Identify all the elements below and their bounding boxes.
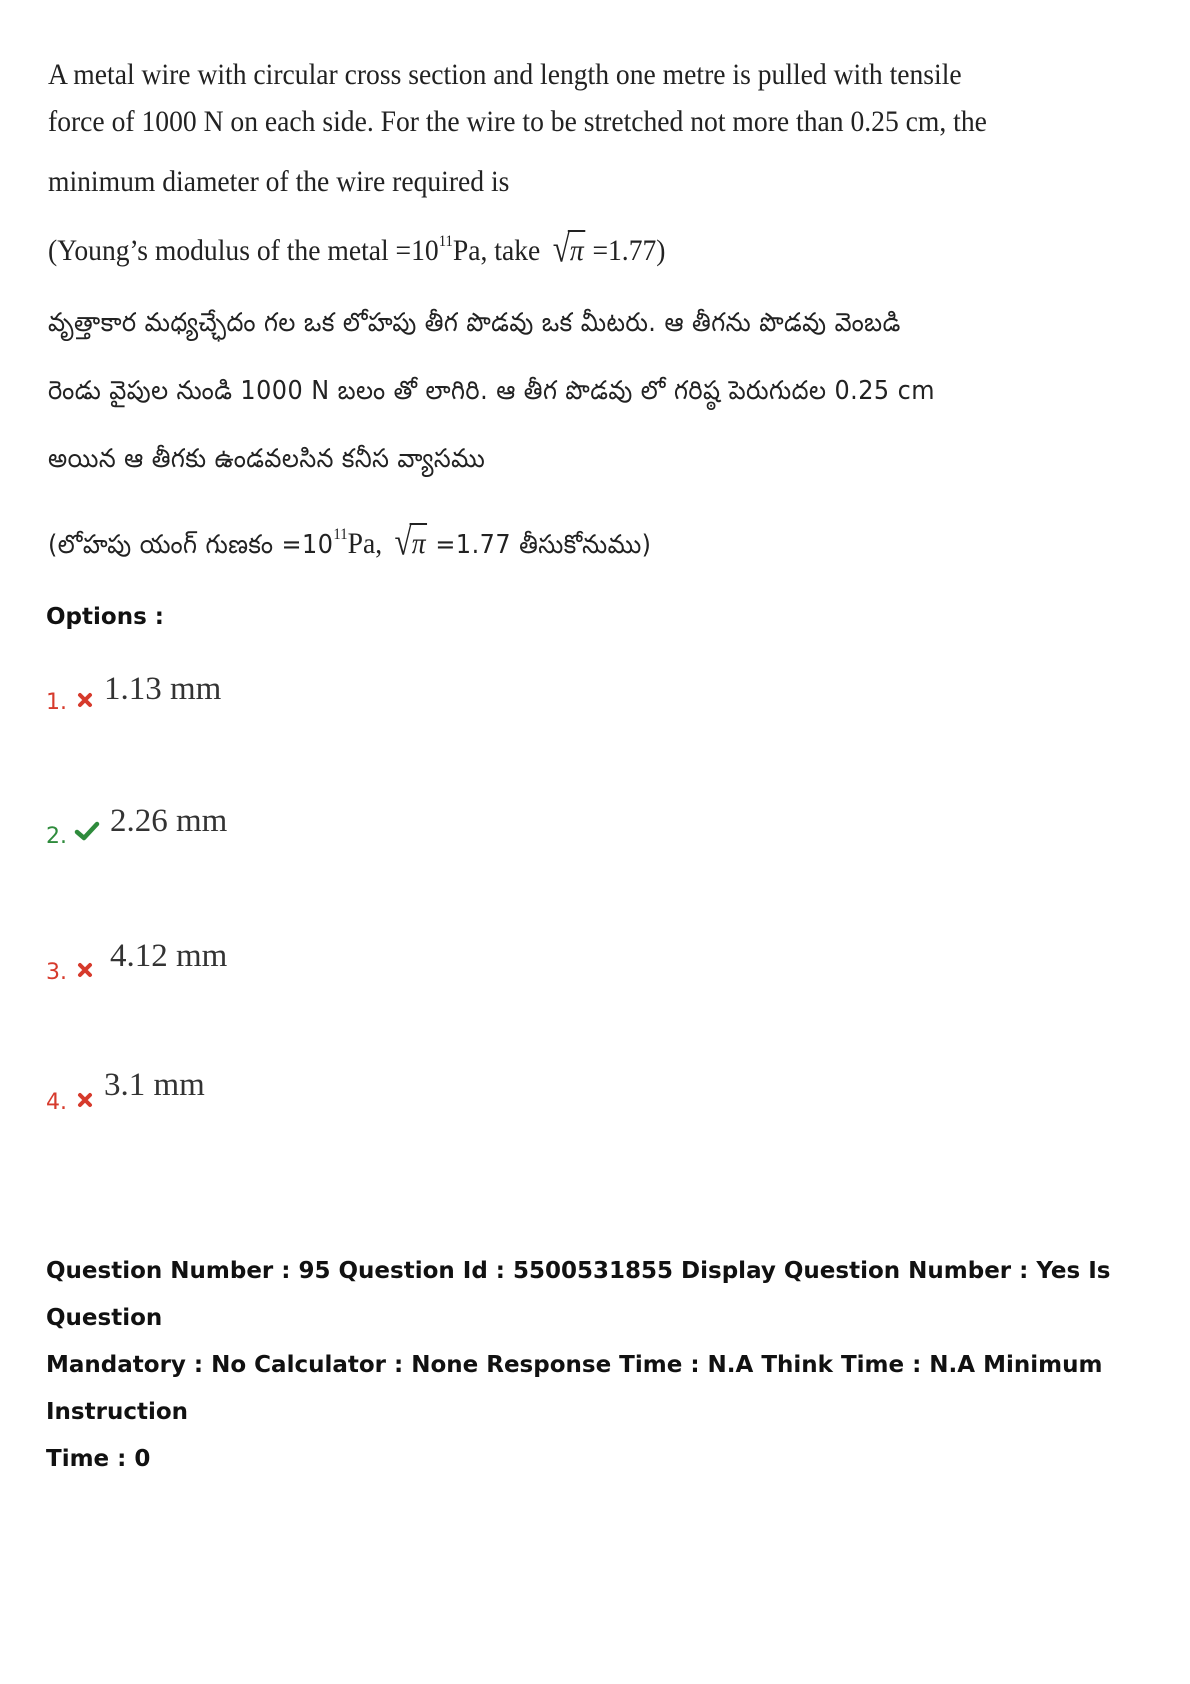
formula-prefix: (Young’s modulus of the metal =10 (48, 234, 439, 267)
telugu-line-3: అయిన ఆ తీగకు ఉండవలసిన కనీస వ్యాసము (48, 444, 486, 474)
option-3[interactable] (46, 938, 446, 1005)
question-formula-telugu (48, 523, 651, 566)
option-text: 4.12 mm (110, 938, 228, 974)
telugu-sqrt-symbol: √π (394, 521, 426, 564)
question-line-1: A metal wire with circular cross section and length one metre is pulled with tensile (48, 58, 962, 91)
option-text: 1.13 mm (104, 671, 222, 707)
telugu-line-2: రెండు వైపుల నుండి 1000 N బలం తో లాగిరి. ఆ తీగ పొడవు లో గరిష్ఠ పెరుగుదల 0.25 cm (48, 376, 936, 406)
telugu-formula-exponent: 11 (333, 526, 348, 543)
formula-middle: Pa, take (452, 234, 548, 267)
telugu-formula-middle: Pa, (347, 527, 389, 560)
option-number: 2. (46, 824, 67, 849)
check-icon (74, 820, 100, 842)
formula-radicand: π (568, 230, 586, 268)
cross-icon (74, 689, 96, 711)
cross-icon (74, 959, 96, 981)
formula-suffix: =1.77) (585, 234, 666, 267)
question-formula-english (48, 230, 666, 269)
option-number: 3. (46, 960, 67, 985)
option-4[interactable] (46, 1067, 446, 1135)
metadata-line-2: Mandatory : No Calculator : None Response Time : N.A Think Time : N.A Minimum Instruction (46, 1352, 1103, 1425)
options-label: Options : (46, 604, 164, 630)
option-number: 4. (46, 1090, 67, 1115)
telugu-line-1: వృత్తాకార మధ్యచ్ఛేదం గల ఒక లోహపు తీగ పొడవు ఒక మీటరు. ఆ తీగను పొడవు వెంబడి (48, 308, 901, 338)
metadata-line-3: Time : 0 (46, 1446, 151, 1472)
sqrt-symbol: √π (552, 228, 584, 271)
telugu-formula-radicand: π (410, 523, 428, 561)
telugu-formula-prefix: (లోహపు యంగ్ గుణకం =10 (48, 530, 334, 560)
option-text: 2.26 mm (110, 803, 228, 839)
formula-exponent: 11 (438, 233, 453, 250)
option-1[interactable] (46, 671, 446, 735)
question-line-2: force of 1000 N on each side. For the wire to be stretched not more than 0.25 cm, the (48, 105, 987, 138)
option-text: 3.1 mm (104, 1067, 205, 1103)
question-line-3: minimum diameter of the wire required is (48, 165, 510, 198)
option-2[interactable] (46, 803, 446, 868)
question-metadata (46, 1248, 1156, 1483)
cross-icon (74, 1089, 96, 1111)
telugu-formula-suffix: =1.77 తీసుకోనుము) (427, 530, 652, 560)
metadata-line-1: Question Number : 95 Question Id : 5500531855 Display Question Number : Yes Is Question (46, 1258, 1111, 1331)
option-number: 1. (46, 690, 67, 715)
